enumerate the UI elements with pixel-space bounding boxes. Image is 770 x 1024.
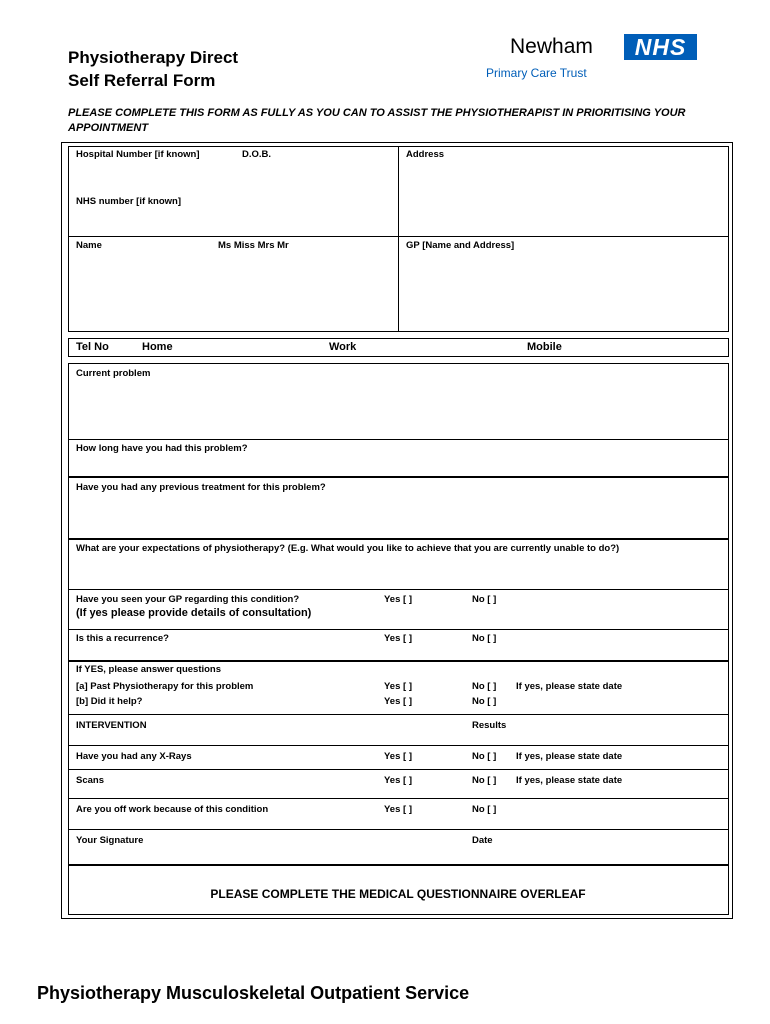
row-divider xyxy=(68,538,729,540)
current-problem-field[interactable]: Current problem xyxy=(76,368,151,379)
row-divider xyxy=(68,589,729,590)
gp-field[interactable]: GP [Name and Address] xyxy=(406,240,515,251)
past-physio-date[interactable]: If yes, please state date xyxy=(516,681,623,692)
row-divider xyxy=(68,476,729,478)
patient-row-divider xyxy=(68,236,729,237)
signature-field[interactable]: Your Signature xyxy=(76,835,144,846)
past-physio-question: [a] Past Physiotherapy for this problem xyxy=(76,681,254,692)
recurrence-question: Is this a recurrence? xyxy=(76,633,169,644)
form-title-line1: Physiotherapy Direct xyxy=(68,48,239,67)
tel-label: Tel No xyxy=(76,341,109,353)
seen-gp-details: (If yes please provide details of consultation) xyxy=(76,607,312,619)
results-field[interactable]: Results xyxy=(472,720,507,731)
how-long-field[interactable]: How long have you had this problem? xyxy=(76,443,248,454)
if-yes-heading: If YES, please answer questions xyxy=(76,664,222,675)
expectations-field[interactable]: What are your expectations of physiotherapy? (E.g. What would you like to achieve that you are currently unable to do?) xyxy=(76,543,620,554)
recurrence-no[interactable]: No [ ] xyxy=(472,633,497,644)
hospital-number-field[interactable]: Hospital Number [if known] xyxy=(76,149,200,160)
row-divider xyxy=(68,798,729,799)
row-divider xyxy=(68,660,729,662)
scans-date[interactable]: If yes, please state date xyxy=(516,775,623,786)
tel-home-field[interactable]: Home xyxy=(142,341,173,353)
form-title xyxy=(68,46,238,92)
off-work-no[interactable]: No [ ] xyxy=(472,804,497,815)
off-work-question: Are you off work because of this condition xyxy=(76,804,269,815)
service-name: Physiotherapy Musculoskeletal Outpatient Service xyxy=(37,983,470,1003)
did-it-help-no[interactable]: No [ ] xyxy=(472,696,497,707)
scans-question: Scans xyxy=(76,775,104,786)
intervention-field[interactable]: INTERVENTION xyxy=(76,720,147,731)
row-divider xyxy=(68,629,729,630)
past-physio-no[interactable]: No [ ] xyxy=(472,681,497,692)
xrays-yes[interactable]: Yes [ ] xyxy=(384,751,412,762)
address-field[interactable]: Address xyxy=(406,149,445,160)
overleaf-note: PLEASE COMPLETE THE MEDICAL QUESTIONNAIRE OVERLEAF xyxy=(210,887,586,901)
seen-gp-question: Have you seen your GP regarding this condition? xyxy=(76,594,300,605)
recurrence-yes[interactable]: Yes [ ] xyxy=(384,633,412,644)
past-physio-yes[interactable]: Yes [ ] xyxy=(384,681,412,692)
form-instructions: PLEASE COMPLETE THIS FORM AS FULLY AS YOU CAN TO ASSIST THE PHYSIOTHERAPIST IN PRIORITISING YOUR APPOINTMENT xyxy=(68,107,686,134)
did-it-help-yes[interactable]: Yes [ ] xyxy=(384,696,412,707)
xrays-question: Have you had any X-Rays xyxy=(76,751,192,762)
tel-work-field[interactable]: Work xyxy=(329,341,357,353)
dob-field[interactable]: D.O.B. xyxy=(242,149,272,160)
off-work-yes[interactable]: Yes [ ] xyxy=(384,804,412,815)
seen-gp-yes[interactable]: Yes [ ] xyxy=(384,594,412,605)
xrays-no[interactable]: No [ ] xyxy=(472,751,497,762)
scans-yes[interactable]: Yes [ ] xyxy=(384,775,412,786)
did-it-help-question: [b] Did it help? xyxy=(76,696,143,707)
previous-treatment-field[interactable]: Have you had any previous treatment for this problem? xyxy=(76,482,326,493)
seen-gp-no[interactable]: No [ ] xyxy=(472,594,497,605)
scans-no[interactable]: No [ ] xyxy=(472,775,497,786)
row-divider xyxy=(68,769,729,770)
row-divider xyxy=(68,829,729,830)
nhs-logo: NHS xyxy=(624,34,697,60)
row-divider xyxy=(68,714,729,715)
form-title-line2: Self Referral Form xyxy=(68,71,216,90)
row-divider xyxy=(68,439,729,440)
patient-divider xyxy=(398,146,399,332)
xrays-date[interactable]: If yes, please state date xyxy=(516,751,623,762)
tel-mobile-field[interactable]: Mobile xyxy=(527,341,562,353)
org-subtitle: Primary Care Trust xyxy=(486,66,587,80)
row-divider xyxy=(68,864,729,866)
row-divider xyxy=(68,745,729,746)
name-field[interactable]: Name xyxy=(76,240,102,251)
org-name: Newham xyxy=(510,35,593,58)
date-field[interactable]: Date xyxy=(472,835,493,846)
title-options[interactable]: Ms Miss Mrs Mr xyxy=(218,240,289,251)
nhs-number-field[interactable]: NHS number [if known] xyxy=(76,196,182,207)
